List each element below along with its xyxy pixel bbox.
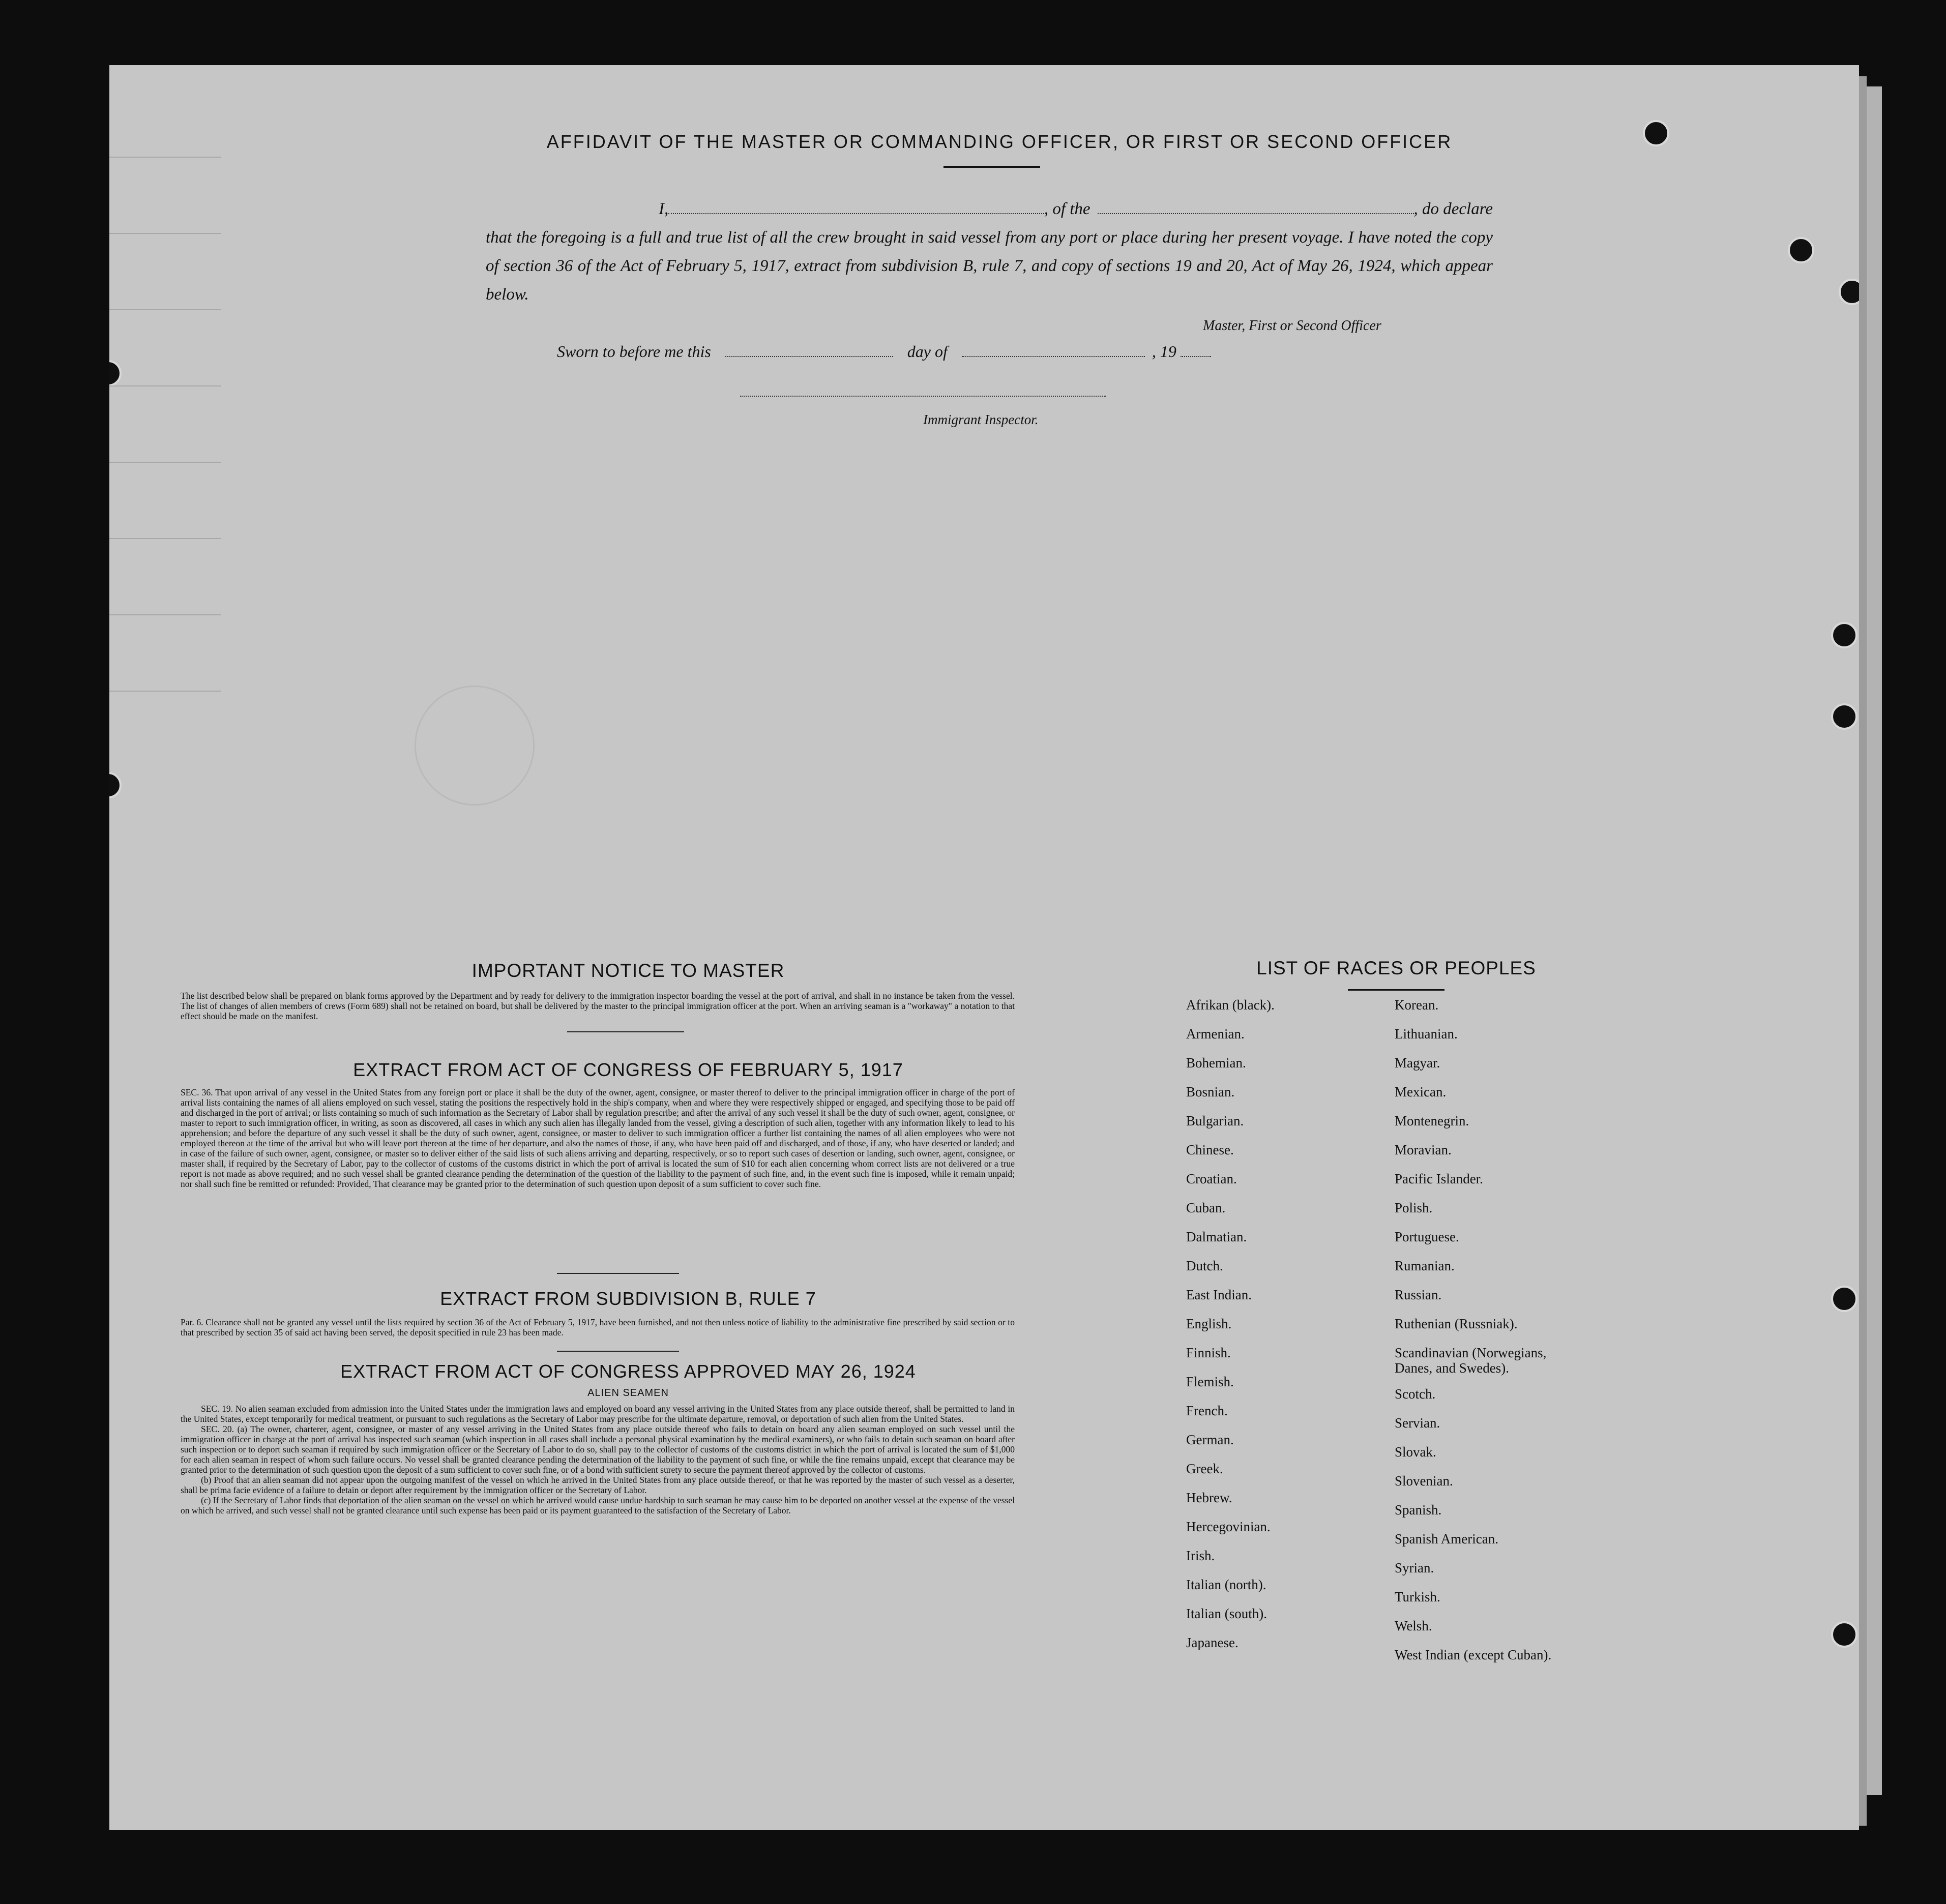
binder-hole: [1831, 622, 1857, 648]
notice-body: The list described below shall be prepared on blank forms approved by the Department and by ready for delivery to the immigration inspector boarding the vessel at the port of arrival, and shall in no instance be taken from the vessel. The list of changes of alien members of crews (Form 689) shall not be retained on board, but shall be delivered by the master to the principal immigration officer at the port. When an arriving seaman is a "workaway" a notation to that effect should be made on the manifest.: [181, 991, 1015, 1021]
affidavit-first-line: [486, 195, 1493, 223]
binder-hole: [1831, 1621, 1857, 1648]
section-rule: [557, 1273, 679, 1274]
ruled-line: [109, 385, 221, 386]
do-declare-label: , do declare: [1413, 200, 1493, 218]
race-item: French.: [1186, 1403, 1228, 1418]
race-item: Japanese.: [1186, 1635, 1239, 1650]
race-item: Italian (south).: [1186, 1606, 1267, 1621]
extract-1924-body: [181, 1404, 1015, 1515]
race-item: Croatian.: [1186, 1171, 1237, 1186]
binder-hole: [1831, 1286, 1857, 1312]
race-item: Slovak.: [1395, 1444, 1436, 1460]
affidavit-title: AFFIDAVIT OF THE MASTER OR COMMANDING OFFICER, OR FIRST OR SECOND OFFICER: [546, 131, 1453, 152]
sworn-month-field[interactable]: [962, 356, 1145, 357]
section-rule: [567, 1031, 684, 1032]
race-item: West Indian (except Cuban).: [1395, 1647, 1552, 1662]
sworn-prefix: Sworn to before me this: [557, 342, 711, 361]
race-item: Scandinavian (Norwegians, Danes, and Swedes).: [1395, 1345, 1547, 1376]
sworn-year-field[interactable]: [1181, 356, 1211, 357]
race-item: Flemish.: [1186, 1374, 1234, 1389]
races-title: LIST OF RACES OR PEOPLES: [1256, 958, 1536, 978]
ruled-line: [109, 157, 221, 158]
notice-title: IMPORTANT NOTICE TO MASTER: [471, 960, 785, 981]
i-label: I,: [659, 200, 669, 218]
form-page: [109, 65, 1859, 1830]
extract-1917-body: SEC. 36. That upon arrival of any vessel in the United States from any foreign port or place it shall be the duty of the owner, agent, consignee, or master thereof to deliver to the principal immigration officer in charge of the port of arrival lists containing the names of all aliens employed on such vessel, stating the positions the respectively hold in the ship's company, when and where they were respectively shipped or engaged, and specifying those to be paid off and discharged in the port of arrival; or lists containing so much of such information as the Secretary of Labor shall by regulation prescribe; and after the arrival of any such vessel it shall be the duty of such owner, agent, consignee, or master to report to such immigration officer, in writing, as soon as discovered, all cases in which any such alien has illegally landed from the vessel, giving a description of such alien, together with any information likely to lead to his apprehension; and before the departure of any such vessel it shall be the duty of such owner, agent, consignee, or master to deliver to such immigration officer a further list containing the names of all alien employees who were not employed thereon at the time of the arrival but who will leave port thereon at the time of her departure, and also the names of those, if any, who have been paid off and discharged, and of those, if any, who have deserted or landed; and in case of the failure of such owner, agent, consignee, or master so to deliver either of the said lists of such aliens arriving and departing, respectively, or so to report such cases of desertion or landing, such owner, agent, consignee, or master shall, if required by the Secretary of Labor, pay to the collector of customs of the customs district in which the port of arrival is located the sum of $10 for each alien concerning whom correct lists are not delivered or a true report is not made as above required; and no such vessel shall be granted clearance pending the determination of the question of the liability to the payment of such fine, and, in the event such fine is imposed, while it remain unpaid; nor shall such fine be remitted or refunded: Provided, That clearance may be granted prior to the determination of such question upon deposit of a sum sufficient to cover such fine.: [181, 1087, 1015, 1189]
sec20c-text: (c) If the Secretary of Labor finds that deportation of the alien seaman on the vessel on which he arrived would cause undue hardship to such seaman he may cause him to be deported on another vessel at the expense of the vessel on which he arrived, and such vessel shall not be granted clearance until such expense has been paid or its payment guaranteed to the satisfaction of the Secretary of Labor.: [181, 1495, 1015, 1515]
ruled-line: [109, 462, 221, 463]
race-item: Hercegovinian.: [1186, 1519, 1271, 1534]
race-item: Greek.: [1186, 1461, 1223, 1476]
race-item: Moravian.: [1395, 1142, 1452, 1157]
vessel-name-field[interactable]: [1098, 213, 1414, 214]
sec20b-text: (b) Proof that an alien seaman did not appear upon the outgoing manifest of the vessel on which he arrived in the United States from any place outside thereof, or that he was reported by the master of such vessel as a deserter, shall be prima facie evidence of a failure to detain or deport after requirement by the immigration officer or the Secretary of Labor.: [181, 1475, 1015, 1495]
race-item: Syrian.: [1395, 1560, 1434, 1575]
sworn-line: [557, 342, 1371, 361]
race-item: Turkish.: [1395, 1589, 1440, 1604]
race-item: Korean.: [1395, 997, 1439, 1013]
race-item: Spanish.: [1395, 1502, 1442, 1518]
race-item: Bulgarian.: [1186, 1113, 1244, 1128]
officer-name-field[interactable]: [668, 213, 1044, 214]
title-rule: [943, 166, 1040, 168]
race-item: Irish.: [1186, 1548, 1215, 1563]
binder-hole: [109, 772, 122, 798]
year-prefix: , 19: [1152, 342, 1176, 361]
binder-hole: [1643, 120, 1669, 146]
race-item: Slovenian.: [1395, 1473, 1453, 1489]
races-right-column: [1395, 997, 1583, 1676]
race-item: Hebrew.: [1186, 1490, 1232, 1505]
race-item: Portuguese.: [1395, 1229, 1459, 1244]
race-item: English.: [1186, 1316, 1232, 1331]
sec20a-text: SEC. 20. (a) The owner, charterer, agent, consignee, or master of any vessel arriving in the United States from any place outside thereof who fails to detain on board any alien seaman employed on such vessel until the immigration officer in charge at the port of arrival has inspected such seaman (which inspection in all cases shall include a personal physical examination by the medical examiners), or who fails to detain such seaman on board after such inspection or to deport such seaman if required by such immigration officer or the Secretary of Labor to do so, shall pay to the collector of customs of the customs district in which the port of arrival is located the sum of $1,000 for each alien seaman in respect of whom such failure occurs. No vessel shall be granted clearance pending the determination of the liability to the payment of such fine, or while the fine remains unpaid, except that clearance may be granted prior to the determination of such question upon the deposit of a sum sufficient to cover such fine, or of a bond with sufficient surety to secure the payment thereof approved by the collector of customs.: [181, 1424, 1015, 1475]
race-item: Montenegrin.: [1395, 1113, 1469, 1128]
ruled-line: [109, 538, 221, 539]
race-item: Scotch.: [1395, 1386, 1436, 1402]
binder-hole: [109, 360, 122, 386]
extract-rule7-body: Par. 6. Clearance shall not be granted any vessel until the lists required by section 36 of the Act of February 5, 1917, have been furnished, and not then unless notice of liability to the administrative fine prescribed by said section or to that prescribed by section 35 of said act having been served, the deposit specified in rule 23 has been made.: [181, 1317, 1015, 1337]
race-item: Bosnian.: [1186, 1084, 1235, 1099]
binder-hole: [1788, 237, 1814, 263]
race-item: East Indian.: [1186, 1287, 1252, 1302]
extract-1917-title: EXTRACT FROM ACT OF CONGRESS OF FEBRUARY 5, 1917: [353, 1059, 903, 1080]
race-item: Armenian.: [1186, 1026, 1245, 1042]
extract-1924-title: EXTRACT FROM ACT OF CONGRESS APPROVED MAY 26, 1924: [340, 1361, 916, 1382]
race-item: Welsh.: [1395, 1618, 1432, 1633]
ruled-line: [109, 233, 221, 234]
race-item: Polish.: [1395, 1200, 1433, 1215]
race-item: Dutch.: [1186, 1258, 1223, 1273]
race-item: Pacific Islander.: [1395, 1171, 1483, 1186]
race-item: Cuban.: [1186, 1200, 1226, 1215]
alien-seamen-subtitle: ALIEN SEAMEN: [587, 1387, 669, 1399]
of-the-label: , of the: [1044, 200, 1090, 218]
race-item: Lithuanian.: [1395, 1026, 1458, 1042]
signature-caption: Master, First or Second Officer: [1203, 318, 1381, 334]
race-item: Ruthenian (Russniak).: [1395, 1316, 1518, 1331]
race-item: Finnish.: [1186, 1345, 1231, 1360]
race-item: Spanish American.: [1395, 1531, 1498, 1546]
race-item: Mexican.: [1395, 1084, 1447, 1099]
faint-seal: [415, 686, 535, 806]
race-item: Magyar.: [1395, 1055, 1440, 1070]
binder-hole: [1839, 279, 1859, 305]
sworn-day-field[interactable]: [725, 356, 893, 357]
race-item: Afrikan (black).: [1186, 997, 1275, 1013]
section-rule: [557, 1351, 679, 1352]
affidavit-declaration: [486, 195, 1493, 309]
race-item: Bohemian.: [1186, 1055, 1246, 1070]
race-item: Servian.: [1395, 1415, 1440, 1431]
inspector-caption: Immigrant Inspector.: [923, 412, 1039, 427]
race-item: Dalmatian.: [1186, 1229, 1247, 1244]
race-item: Italian (north).: [1186, 1577, 1266, 1592]
races-title-rule: [1348, 989, 1444, 991]
declaration-text: that the foregoing is a full and true list of all the crew brought in said vessel from any port or place during her present voyage. I have noted the copy of section 36 of the Act of February 5, 1917, extract from subdivision B, rule 7, and copy of sections 19 and 20, Act of May 26, 1924, which appear below.: [486, 228, 1493, 304]
ruled-line: [109, 614, 221, 615]
ruled-line: [109, 691, 221, 692]
binder-holes: [109, 65, 1859, 1830]
day-of-label: day of: [907, 342, 948, 361]
sec19-text: SEC. 19. No alien seaman excluded from admission into the United States under the immigration laws and employed on board any vessel arriving in the United States from any place outside thereof, shall be permitted to land in the United States, except temporarily for medical treatment, or pursuant to such regulations as the Secretary of Labor may prescribe for the ultimate departure, removal, or deportation of such alien from the United States.: [181, 1404, 1015, 1424]
ruled-line: [109, 309, 221, 310]
race-item: Russian.: [1395, 1287, 1442, 1302]
race-item: Chinese.: [1186, 1142, 1234, 1157]
race-item: Rumanian.: [1395, 1258, 1455, 1273]
binder-hole: [1831, 703, 1857, 730]
inspector-signature-line[interactable]: [740, 396, 1106, 398]
races-left-column: [1186, 997, 1275, 1664]
race-item: German.: [1186, 1432, 1234, 1447]
extract-rule7-title: EXTRACT FROM SUBDIVISION B, RULE 7: [440, 1288, 816, 1309]
